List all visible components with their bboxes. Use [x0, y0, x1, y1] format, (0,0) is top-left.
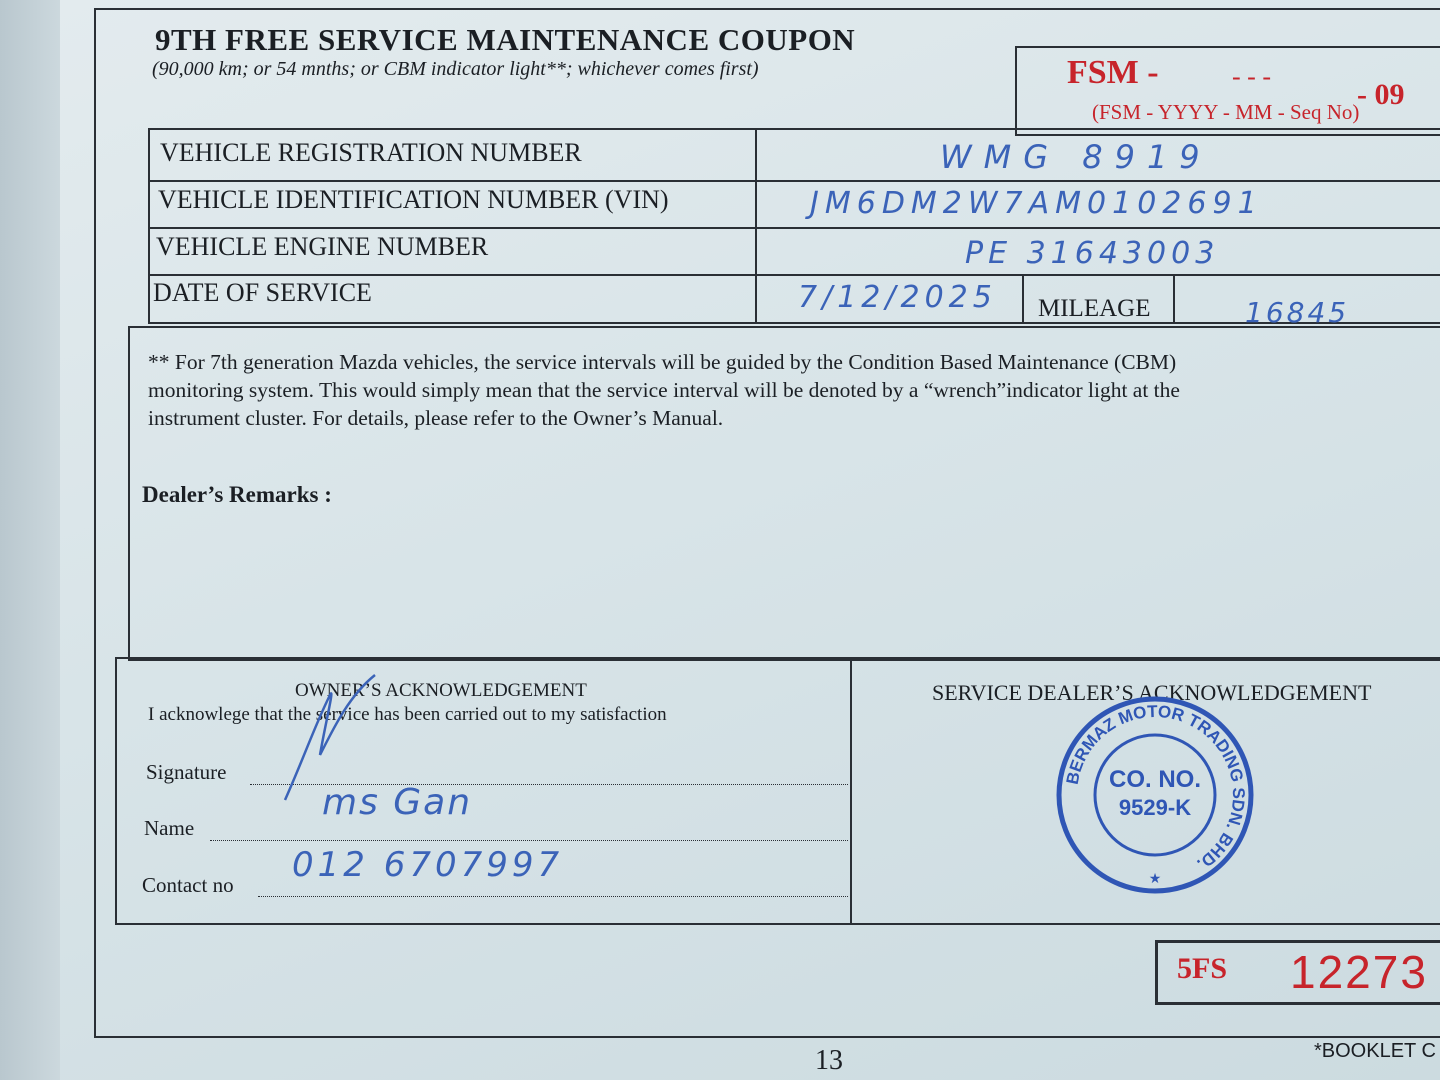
cbm-note-line1: ** For 7th generation Mazda vehicles, the service intervals will be guided by the Condition Based Maintenance (CBM) — [148, 350, 1177, 374]
vin-value: JM6DM2W7AM0102691 — [810, 186, 1263, 221]
coupon-subtitle: (90,000 km; or 54 mnths; or CBM indicator light**; whichever comes first) — [152, 58, 759, 80]
fsm-seq: - 09 — [1357, 78, 1405, 111]
date-of-service-value: 7/12/2025 — [798, 280, 997, 315]
stamp-star-icon: ★ — [1148, 871, 1162, 887]
cbm-note-line3: instrument cluster. For details, please refer to the Owner’s Manual. — [148, 406, 724, 430]
name-label: Name — [144, 816, 195, 840]
dealer-ack-title: SERVICE DEALER’S ACKNOWLEDGEMENT — [932, 680, 1372, 705]
engine-number-label: VEHICLE ENGINE NUMBER — [156, 232, 489, 261]
coupon-title: 9TH FREE SERVICE MAINTENANCE COUPON — [155, 22, 856, 57]
mileage-label: MILEAGE — [1038, 295, 1151, 322]
engine-number-value: PE 31643003 — [965, 236, 1220, 271]
reg-number-value: WMG 8919 — [940, 138, 1212, 176]
page-number: 13 — [815, 1045, 843, 1076]
contact-label: Contact no — [142, 873, 234, 897]
stamp-co-no-label: CO. NO. — [1108, 766, 1202, 793]
serial-number: 12273 — [1290, 946, 1428, 998]
owner-ack-title: OWNER’S ACKNOWLEDGEMENT — [295, 680, 587, 701]
contact-value: 012 6707997 — [292, 845, 564, 885]
name-value: ms Gan — [322, 782, 473, 823]
fsm-dashes: - - - — [1232, 62, 1271, 91]
coupon-outer-frame — [94, 8, 1440, 1038]
cbm-note-line2: monitoring system. This would simply mean that the service interval will be denoted by a “wrench”indicator light at the — [148, 378, 1180, 402]
stamp-co-no-value: 9529-K — [1118, 795, 1192, 820]
date-of-service-label: DATE OF SERVICE — [153, 278, 372, 307]
stamp-company-name: BERMAZ MOTOR TRADING SDN. BHD. — [1062, 701, 1249, 875]
serial-prefix: 5FS — [1177, 952, 1228, 985]
vin-label: VEHICLE IDENTIFICATION NUMBER (VIN) — [158, 185, 669, 214]
dealer-remarks-label: Dealer’s Remarks : — [142, 482, 332, 507]
fsm-label: FSM - — [1067, 54, 1159, 91]
reg-number-label: VEHICLE REGISTRATION NUMBER — [160, 138, 582, 167]
mileage-value: 16845 — [1245, 296, 1350, 329]
coupon-sheet — [60, 0, 1440, 1080]
signature-label: Signature — [146, 760, 227, 784]
owner-ack-statement: I acknowlege that the service has been carried out to my satisfaction — [148, 704, 667, 725]
fsm-format: (FSM - YYYY - MM - Seq No) — [1092, 100, 1360, 124]
booklet-code: *BOOKLET C — [1314, 1040, 1436, 1062]
